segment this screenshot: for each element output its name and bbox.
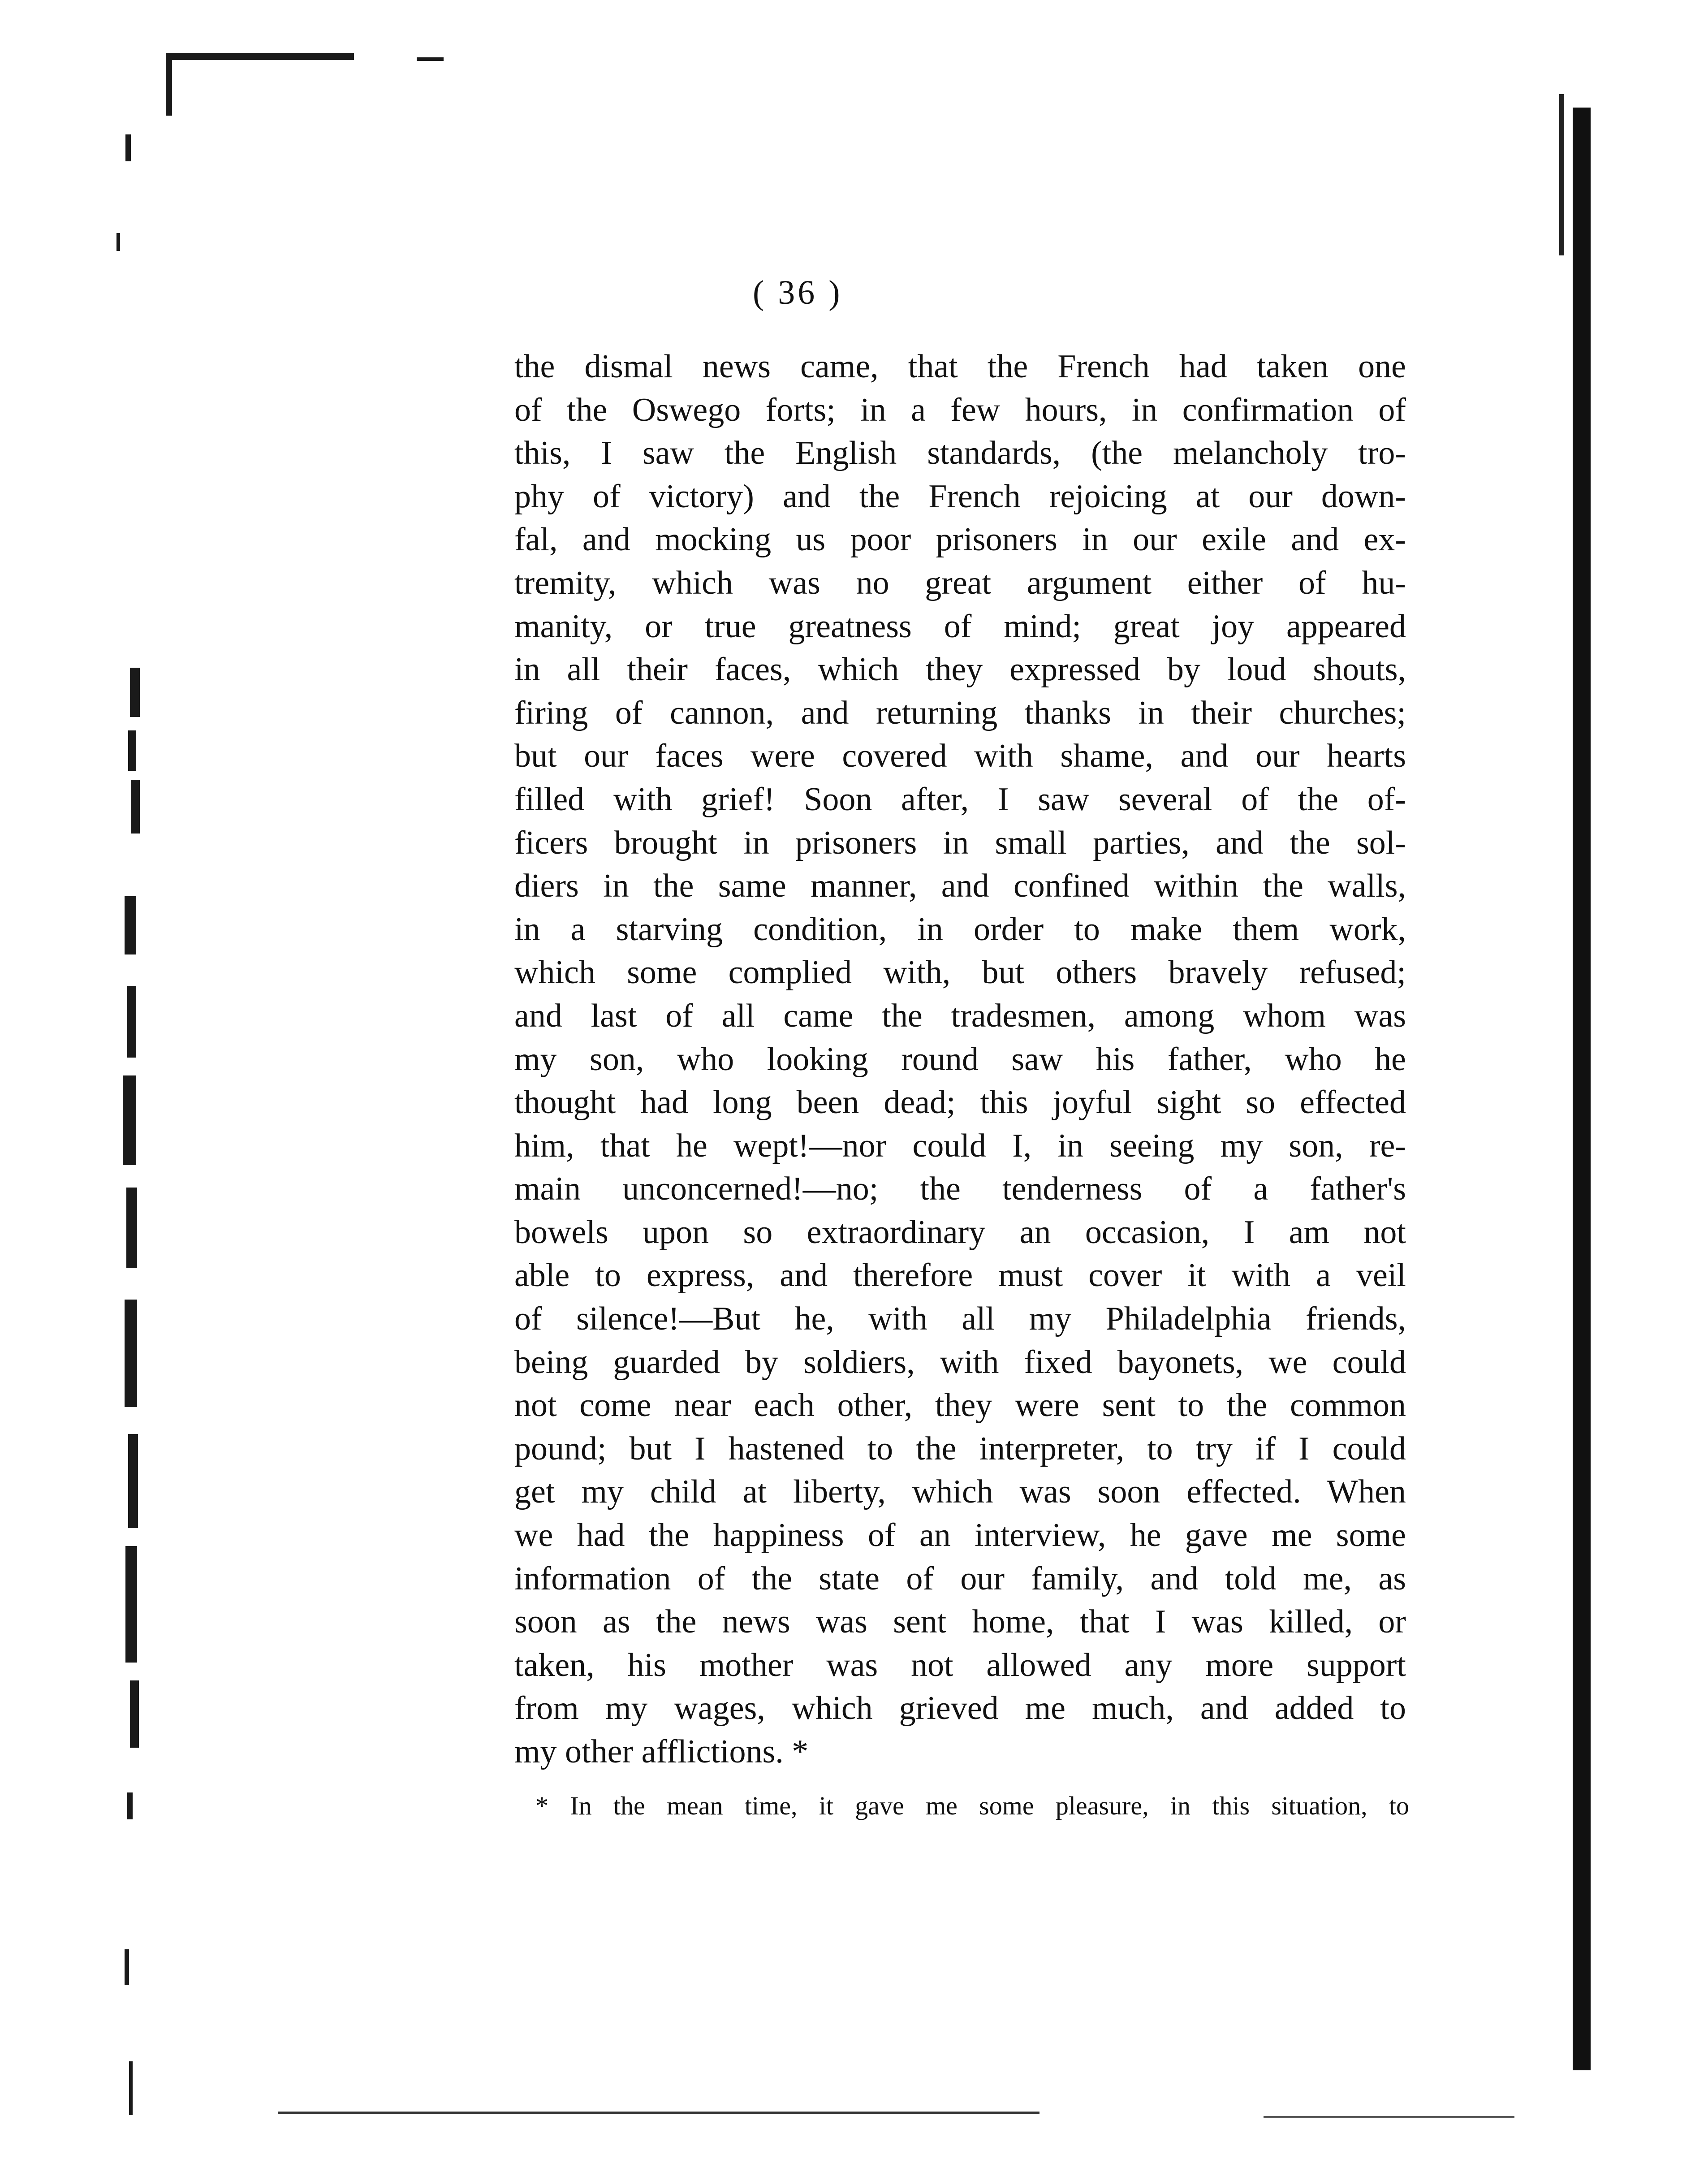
- footnote: * In the mean time, it gave me some pleasure, in this situation, to: [535, 1791, 1409, 1820]
- text-line: manity, or true greatness of mind; great joy appeared: [514, 608, 1406, 645]
- text-line: this, I saw the English standards, (the melancholy tro-: [514, 435, 1406, 472]
- text-line: phy of victory) and the French rejoicing at our down-: [514, 478, 1406, 515]
- text-line: tremity, which was no great argument either of hu-: [514, 564, 1406, 601]
- text-line: fal, and mocking us poor prisoners in our exile and ex-: [514, 521, 1406, 558]
- text-line: which some complied with, but others bravely refused;: [514, 954, 1406, 991]
- text-line: but our faces were covered with shame, and our hearts: [514, 738, 1406, 775]
- text-line: firing of cannon, and returning thanks in their churches;: [514, 694, 1406, 731]
- text-line: not come near each other, they were sent to the common: [514, 1387, 1406, 1424]
- text-line: soon as the news was sent home, that I was killed, or: [514, 1603, 1406, 1641]
- text-line: able to express, and therefore must cover it with a veil: [514, 1257, 1406, 1294]
- scan-binding-specks: [99, 134, 157, 2106]
- text-line: taken, his mother was not allowed any more support: [514, 1646, 1406, 1684]
- text-line: my other afflictions. *: [514, 1733, 809, 1770]
- text-line: from my wages, which grieved me much, and added to: [514, 1690, 1406, 1727]
- text-line: pound; but I hastened to the interpreter, to try if I could: [514, 1430, 1406, 1467]
- text-line: bowels upon so extraordinary an occasion, I am not: [514, 1214, 1406, 1251]
- text-line: get my child at liberty, which was soon effected. When: [514, 1473, 1406, 1511]
- scan-right-edge-mark: [1559, 94, 1564, 255]
- scan-right-edge-shadow: [1573, 108, 1591, 2070]
- text-line: information of the state of our family, and told me, as: [514, 1560, 1406, 1597]
- text-line: him, that he wept!—nor could I, in seeing my son, re-: [514, 1127, 1406, 1164]
- text-line: of the Oswego forts; in a few hours, in confirmation of: [514, 391, 1406, 428]
- text-line: in all their faces, which they expressed by loud shouts,: [514, 651, 1406, 688]
- scan-bottom-rule: [1264, 2116, 1514, 2118]
- text-line: ficers brought in prisoners in small parties, and the sol-: [514, 824, 1406, 861]
- text-line: we had the happiness of an interview, he gave me some: [514, 1517, 1406, 1554]
- text-line: thought had long been dead; this joyful sight so effected: [514, 1084, 1406, 1121]
- scan-top-border-mark: [166, 53, 354, 60]
- page-number: ( 36 ): [753, 274, 843, 311]
- body-text: [514, 345, 1406, 1774]
- text-line: of silence!—But he, with all my Philadelphia friends,: [514, 1300, 1406, 1338]
- text-line: the dismal news came, that the French had taken one: [514, 348, 1406, 385]
- text-line: diers in the same manner, and confined within the walls,: [514, 868, 1406, 905]
- text-line: and last of all came the tradesmen, among whom was: [514, 997, 1406, 1034]
- text-line: my son, who looking round saw his father, who he: [514, 1041, 1406, 1078]
- scan-top-border-mark: [417, 57, 444, 61]
- text-line: filled with grief! Soon after, I saw several of the of-: [514, 781, 1406, 818]
- scan-corner-mark: [166, 53, 172, 116]
- scan-bottom-rule: [278, 2112, 1039, 2114]
- text-line: main unconcerned!—no; the tenderness of a father's: [514, 1170, 1406, 1208]
- text-line: being guarded by soldiers, with fixed bayonets, we could: [514, 1343, 1406, 1381]
- text-line: in a starving condition, in order to make them work,: [514, 911, 1406, 948]
